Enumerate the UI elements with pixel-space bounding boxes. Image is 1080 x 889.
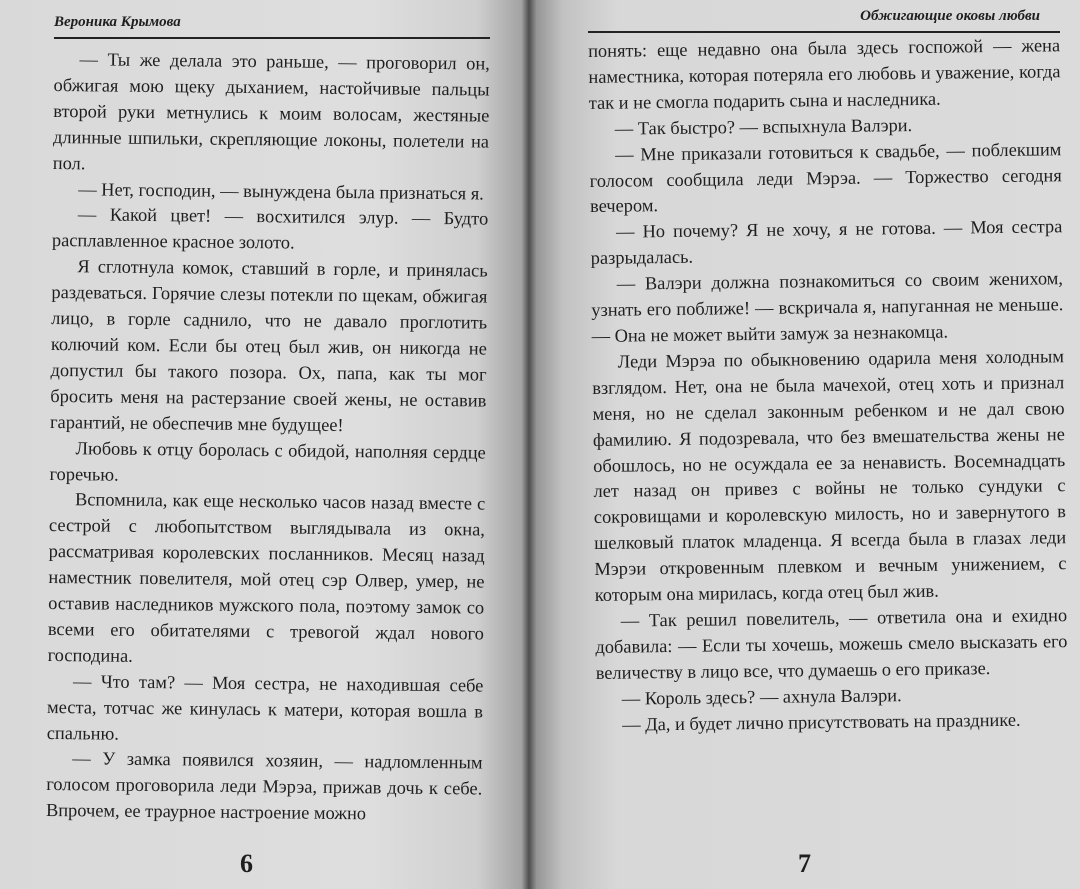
title-running-head: Обжигающие оковы любви	[588, 8, 1060, 33]
paragraph: — Да, и будет лично присутствовать на празднике.	[622, 709, 1021, 735]
right-page	[530, 0, 1080, 889]
paragraph: — У замка появился хозяин, — надломленным голосом проговорила леди Мэрэа, прижав дочь к себе. Впрочем, ее траурное настроение можно	[45, 748, 483, 824]
paragraph: — Так быстро? — вспыхнула Валэри.	[614, 114, 913, 139]
author-running-head: Вероника Крымова	[54, 14, 490, 39]
paragraph: Я сглотнула комок, ставший в горле, и принялась раздеваться. Горячие слезы потекли по щекам, обжигая лицо, в горле саднило, что не давало проглотить колючий ком. Если бы отец был жив, он никогда не допустил бы такого позора. Ох, папа, как ты мог бросить меня на растерзание своей жены, не оставив гарантий, не обеспечив мне будущее!	[49, 256, 488, 435]
page-number: 6	[240, 849, 253, 878]
paragraph: Вспомнила, как еще несколько часов назад вместе с сестрой с любопытством выглядывала из окна, рассматривая королевских посланников. Месяц назад наместник повелителя, мой отец сэр Олвер, умер, не оставив наследников мужского пола, поэтому замок со всеми его обитателями с тревогой ждал нового господина.	[47, 489, 486, 666]
paragraph: — Но почему? Я не хочу, я не готова. — Моя сестра разрыдалась.	[590, 216, 1063, 269]
right-page-text	[588, 33, 1069, 738]
paragraph: — Король здесь? — ахнула Валэри.	[621, 684, 902, 709]
left-page	[0, 0, 530, 889]
paragraph: Любовь к отцу боролась с обидой, наполняя сердце горечью.	[49, 437, 486, 485]
paragraph: — Валэри должна познакомиться со своим женихом, узнать его поближе! — вскричала я, напуганная не меньше. — Она не может выйти замуж за незнакомца.	[591, 268, 1064, 346]
book-gutter	[522, 0, 536, 889]
paragraph: — Мне приказали готовиться к свадьбе, — поблекшим голосом сообщила леди Мэрэа. — Торжество сегодня вечером.	[589, 138, 1062, 217]
paragraph: — Ты же делала это раньше, — проговорил он, обжигая мою щеку дыханием, настойчивые пальцы второй руки метнулись к моим волосам, жестяные длинные шпильки, скрепляющие локоны, полетели на пол.	[52, 49, 490, 173]
paragraph: Леди Мэрэа по обыкновению одарила меня холодным взглядом. Нет, она не была мачехой, отец хоть и признал меня, но не сделал законным ребенком и не дал свою фамилию. Я подозревала, что без вмешательства жены не обошлось, но не осуждала ее за ненависть. Восемнадцать лет назад он привез с войны не только сундуки с сокровищами и королевскую милость, но и завернутого в шелковый платок младенца. Я всегда была в глазах леди Мэрэи откровенным плевком и вечным унижением, с которым она мирилась, когда отец был жив.	[592, 346, 1067, 605]
page-number: 7	[798, 849, 811, 878]
paragraph: — Так решил повелитель, — ответила она и ехидно добавила: — Если ты хочешь, можешь смело высказать его величеству в лицо все, что думаешь о его приказе.	[595, 605, 1068, 683]
paragraph: — Что там? — Моя сестра, не находившая себе места, тотчас же кинулась к матери, которая вошла в спальню.	[46, 670, 484, 744]
paragraph: понять: еще недавно она была здесь госпожой — жена наместника, которая потеряла его любовь и уважение, когда так и не смогла подарить сына и наследника.	[588, 35, 1061, 113]
paragraph: — Какой цвет! — восхитился элур. — Будто расплавленное красное золото.	[51, 204, 489, 253]
left-page-text	[46, 47, 490, 829]
paragraph: — Нет, господин, — вынуждена была признаться я.	[78, 178, 484, 204]
